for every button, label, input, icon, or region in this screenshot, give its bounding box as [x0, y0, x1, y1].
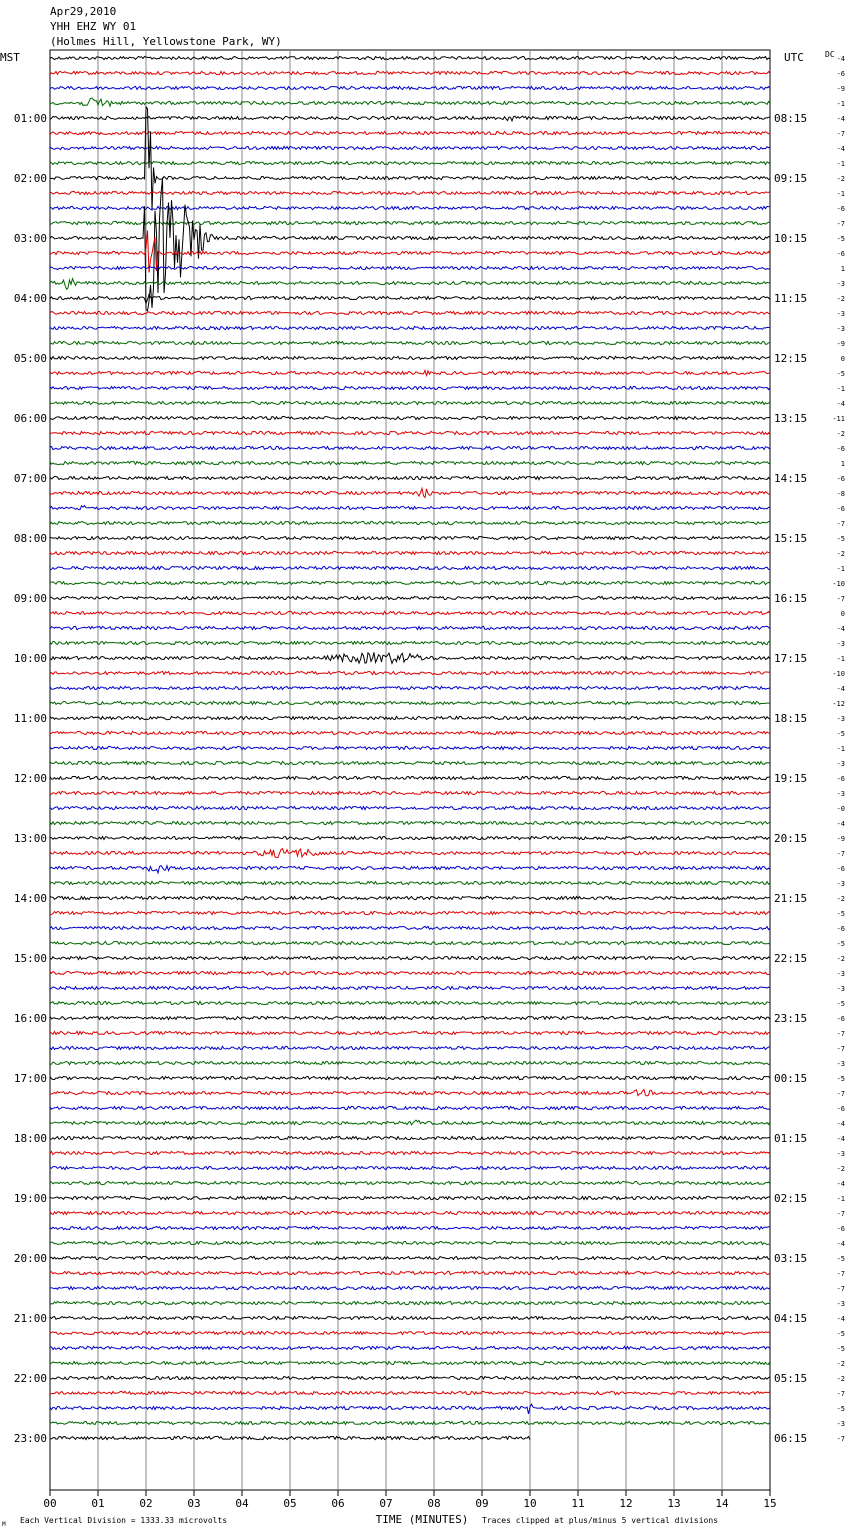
dc-offset-label: -2 — [836, 1375, 845, 1383]
trace-row — [50, 356, 770, 359]
trace-row — [50, 1286, 770, 1289]
dc-offset-label: -4 — [836, 1315, 845, 1323]
right-hour-label: 12:15 — [774, 352, 808, 365]
x-tick-label: 13 — [667, 1497, 681, 1510]
dc-offset-label: -2 — [836, 430, 845, 438]
right-hour-label: 05:15 — [774, 1372, 808, 1385]
trace-row — [50, 221, 770, 224]
dc-offset-label: -5 — [836, 910, 845, 918]
dc-offset-label: -9 — [836, 85, 845, 93]
dc-offset-label: -4 — [836, 145, 845, 153]
scale-note: Each Vertical Division = 1333.33 microvolts — [20, 1516, 228, 1525]
trace-row — [50, 1181, 770, 1184]
dc-offset-label: -7 — [836, 1390, 845, 1398]
dc-offset-label: -2 — [836, 550, 845, 558]
dc-offset-label: -6 — [836, 250, 845, 258]
dc-offset-label: -5 — [836, 1405, 845, 1413]
trace-row — [50, 806, 770, 809]
trace-row — [50, 488, 770, 497]
dc-offset-label: -6 — [836, 775, 845, 783]
right-hour-label: 13:15 — [774, 412, 808, 425]
dc-offset-label: -7 — [836, 1030, 845, 1038]
x-axis-title: TIME (MINUTES) — [375, 1513, 469, 1526]
dc-offset-label: -5 — [836, 1255, 845, 1263]
trace-row — [50, 1076, 770, 1079]
trace-row — [50, 386, 770, 389]
trace-row — [50, 461, 770, 464]
dc-offset-label: 0 — [840, 610, 845, 618]
trace-row — [50, 941, 770, 944]
dc-offset-label: -6 — [836, 1015, 845, 1023]
dc-offset-label: -1 — [836, 565, 845, 573]
trace-row — [50, 1376, 770, 1379]
dc-offset-label: -10 — [832, 670, 845, 678]
dc-offset-label: -2 — [836, 1360, 845, 1368]
dc-offset-label: -5 — [836, 235, 845, 243]
dc-offset-label: -7 — [836, 1210, 845, 1218]
trace-row — [50, 626, 770, 629]
trace-row — [50, 98, 770, 106]
dc-offset-label: -3 — [836, 1420, 845, 1428]
trace-row — [50, 416, 770, 419]
trace-row — [50, 1226, 770, 1229]
trace-row — [50, 746, 770, 749]
x-tick-label: 09 — [475, 1497, 489, 1510]
dc-offset-label: -6 — [836, 505, 845, 513]
dc-offset-label: -7 — [836, 1090, 845, 1098]
trace-row — [50, 866, 770, 873]
left-hour-label: 07:00 — [13, 472, 47, 485]
trace-row — [50, 956, 770, 959]
right-hour-label: 06:15 — [774, 1432, 808, 1445]
left-timezone-label: MST — [0, 51, 20, 64]
trace-row — [50, 776, 770, 779]
dc-offset-label: -9 — [836, 835, 845, 843]
dc-offset-label: -7 — [836, 1045, 845, 1053]
trace-row — [50, 1001, 770, 1004]
dc-offset-label: -2 — [836, 955, 845, 963]
left-hour-label: 12:00 — [13, 772, 47, 785]
dc-offset-label: -3 — [836, 715, 845, 723]
trace-row — [50, 446, 770, 449]
dc-offset-label: -4 — [836, 685, 845, 693]
dc-offset-label: -7 — [836, 1270, 845, 1278]
dc-offset-label: -3 — [836, 1150, 845, 1158]
trace-row — [50, 1421, 770, 1424]
dc-offset-label: -1 — [836, 655, 845, 663]
trace-row — [50, 731, 770, 734]
dc-offset-label: -7 — [836, 850, 845, 858]
dc-label: DC — [825, 50, 835, 59]
x-tick-label: 05 — [283, 1497, 297, 1510]
dc-offset-label: -5 — [836, 1075, 845, 1083]
dc-offset-label: -2 — [836, 895, 845, 903]
dc-offset-label: -1 — [836, 385, 845, 393]
right-hour-label: 21:15 — [774, 892, 808, 905]
dc-offset-label: -3 — [836, 880, 845, 888]
trace-row — [50, 1316, 770, 1319]
trace-row — [50, 1090, 770, 1097]
axis-labels — [0, 50, 845, 1528]
dc-offset-label: -4 — [836, 1135, 845, 1143]
dc-offset-label: -4 — [836, 400, 845, 408]
trace-row — [50, 1391, 770, 1394]
trace-row — [50, 551, 770, 554]
x-tick-label: 08 — [427, 1497, 441, 1510]
x-tick-label: 04 — [235, 1497, 249, 1510]
trace-row — [50, 1106, 770, 1109]
trace-row — [50, 131, 770, 134]
dc-offset-label: -6 — [836, 70, 845, 78]
trace-row — [50, 1361, 770, 1364]
dc-offset-label: -1 — [836, 190, 845, 198]
trace-row — [50, 896, 770, 899]
left-hour-label: 10:00 — [13, 652, 47, 665]
dc-offset-label: -6 — [836, 1225, 845, 1233]
trace-row — [50, 611, 770, 614]
trace-row — [50, 641, 770, 644]
right-hour-label: 23:15 — [774, 1012, 808, 1025]
left-hour-label: 23:00 — [13, 1432, 47, 1445]
right-hour-label: 00:15 — [774, 1072, 808, 1085]
trace-row — [50, 146, 770, 149]
trace-row — [50, 791, 770, 794]
dc-offset-label: -2 — [836, 295, 845, 303]
dc-offset-label: 1 — [840, 265, 845, 273]
dc-offset-label: -1 — [836, 100, 845, 108]
dc-offset-label: -6 — [836, 205, 845, 213]
trace-row — [50, 1046, 770, 1049]
dc-offset-label: 1 — [840, 460, 845, 468]
trace-row — [50, 686, 770, 689]
trace-row — [50, 986, 770, 989]
right-hour-label: 08:15 — [774, 112, 808, 125]
dc-offset-label: -7 — [836, 1435, 845, 1443]
trace-row — [50, 566, 770, 569]
dc-offset-label: -5 — [836, 370, 845, 378]
right-hour-label: 01:15 — [774, 1132, 808, 1145]
left-hour-label: 02:00 — [13, 172, 47, 185]
trace-row — [50, 1346, 770, 1349]
dc-offset-label: -3 — [836, 640, 845, 648]
left-hour-label: 22:00 — [13, 1372, 47, 1385]
left-hour-label: 06:00 — [13, 412, 47, 425]
right-timezone-label: UTC — [784, 51, 804, 64]
right-hour-label: 04:15 — [774, 1312, 808, 1325]
dc-offset-label: -11 — [832, 415, 845, 423]
trace-row — [50, 1016, 770, 1019]
trace-row — [50, 161, 770, 164]
trace-row — [50, 86, 770, 89]
trace-row — [50, 326, 770, 329]
dc-offset-label: -4 — [836, 1180, 845, 1188]
x-tick-label: 02 — [139, 1497, 153, 1510]
trace-row — [50, 1404, 770, 1414]
dc-offset-label: -3 — [836, 310, 845, 318]
trace-row — [50, 671, 770, 674]
dc-offset-label: -3 — [836, 325, 845, 333]
station-location: (Holmes Hill, Yellowstone Park, WY) — [50, 35, 282, 48]
right-hour-label: 14:15 — [774, 472, 808, 485]
left-hour-label: 16:00 — [13, 1012, 47, 1025]
trace-group — [50, 56, 770, 1439]
dc-offset-label: -3 — [836, 790, 845, 798]
left-hour-label: 11:00 — [13, 712, 47, 725]
dc-offset-label: -4 — [836, 1120, 845, 1128]
trace-row — [50, 1120, 770, 1125]
trace-row — [50, 701, 770, 704]
trace-row — [50, 1151, 770, 1154]
dc-offset-label: -5 — [836, 1330, 845, 1338]
trace-row — [50, 1271, 770, 1274]
trace-row — [50, 107, 770, 211]
dc-offset-label: -7 — [836, 520, 845, 528]
dc-offset-label: -3 — [836, 1300, 845, 1308]
right-hour-label: 02:15 — [774, 1192, 808, 1205]
trace-row — [50, 206, 770, 209]
dc-offset-label: -7 — [836, 1285, 845, 1293]
trace-row — [50, 836, 770, 839]
trace-row — [50, 1196, 770, 1199]
trace-row — [50, 506, 770, 510]
right-hour-label: 18:15 — [774, 712, 808, 725]
x-tick-label: 03 — [187, 1497, 201, 1510]
right-hour-label: 17:15 — [774, 652, 808, 665]
trace-row — [50, 536, 770, 539]
plot-date: Apr29,2010 — [50, 5, 117, 18]
dc-offset-label: -1 — [836, 745, 845, 753]
left-hour-label: 14:00 — [13, 892, 47, 905]
dc-offset-label: -5 — [836, 535, 845, 543]
left-hour-label: 17:00 — [13, 1072, 47, 1085]
dc-offset-label: -3 — [836, 760, 845, 768]
dc-offset-label: -10 — [832, 580, 845, 588]
trace-row — [50, 971, 770, 975]
dc-offset-label: -7 — [836, 220, 845, 228]
dc-offset-label: -2 — [836, 175, 845, 183]
trace-row — [50, 295, 770, 304]
left-hour-label: 18:00 — [13, 1132, 47, 1145]
trace-row — [50, 821, 770, 824]
clip-note: Traces clipped at plus/minus 5 vertical divisions — [482, 1516, 719, 1525]
left-hour-label: 13:00 — [13, 832, 47, 845]
trace-row — [50, 56, 770, 59]
trace-row — [50, 911, 770, 914]
dc-offset-label: -5 — [836, 940, 845, 948]
trace-row — [50, 116, 770, 121]
x-tick-label: 11 — [571, 1497, 585, 1510]
corner-mark: M — [2, 1521, 6, 1528]
trace-row — [50, 1301, 770, 1304]
trace-row — [50, 521, 770, 524]
right-hour-label: 03:15 — [774, 1252, 808, 1265]
dc-offset-label: -4 — [836, 820, 845, 828]
right-hour-label: 20:15 — [774, 832, 808, 845]
dc-offset-label: -0 — [836, 805, 845, 813]
right-hour-label: 19:15 — [774, 772, 808, 785]
x-tick-label: 01 — [91, 1497, 105, 1510]
left-hour-label: 04:00 — [13, 292, 47, 305]
right-hour-label: 22:15 — [774, 952, 808, 965]
dc-offset-label: -4 — [836, 1240, 845, 1248]
dc-offset-label: -6 — [836, 925, 845, 933]
trace-row — [50, 431, 770, 434]
left-hour-label: 15:00 — [13, 952, 47, 965]
left-hour-label: 21:00 — [13, 1312, 47, 1325]
trace-row — [50, 1166, 770, 1169]
dc-offset-label: -1 — [836, 1195, 845, 1203]
right-hour-label: 11:15 — [774, 292, 808, 305]
x-tick-label: 15 — [763, 1497, 777, 1510]
trace-row — [50, 191, 770, 194]
dc-offset-label: -3 — [836, 1060, 845, 1068]
dc-offset-label: -6 — [836, 445, 845, 453]
dc-offset-label: -4 — [836, 625, 845, 633]
left-hour-label: 08:00 — [13, 532, 47, 545]
trace-row — [50, 926, 770, 929]
x-tick-label: 00 — [43, 1497, 57, 1510]
x-tick-label: 06 — [331, 1497, 345, 1510]
right-hour-label: 10:15 — [774, 232, 808, 245]
trace-row — [50, 341, 770, 344]
dc-offset-label: -6 — [836, 1105, 845, 1113]
left-hour-label: 03:00 — [13, 232, 47, 245]
x-tick-label: 14 — [715, 1497, 729, 1510]
trace-row — [50, 71, 770, 74]
dc-offset-label: -12 — [832, 700, 845, 708]
station-code: YHH EHZ WY 01 — [50, 20, 137, 33]
trace-row — [50, 401, 770, 404]
x-tick-label: 12 — [619, 1497, 633, 1510]
x-tick-label: 10 — [523, 1497, 537, 1510]
trace-row — [50, 1211, 770, 1214]
right-hour-label: 15:15 — [774, 532, 808, 545]
trace-row — [50, 716, 770, 719]
left-hour-label: 09:00 — [13, 592, 47, 605]
dc-offset-label: -8 — [836, 490, 845, 498]
trace-row — [50, 1031, 770, 1034]
dc-offset-label: -7 — [836, 130, 845, 138]
trace-row — [50, 849, 770, 858]
right-hour-label: 16:15 — [774, 592, 808, 605]
dc-offset-label: -7 — [836, 595, 845, 603]
right-hour-label: 09:15 — [774, 172, 808, 185]
trace-row — [50, 370, 770, 375]
left-hour-label: 05:00 — [13, 352, 47, 365]
dc-offset-label: 0 — [840, 355, 845, 363]
dc-offset-label: -5 — [836, 1000, 845, 1008]
dc-offset-label: -9 — [836, 340, 845, 348]
dc-offset-label: -4 — [836, 55, 845, 63]
dc-offset-label: -5 — [836, 1345, 845, 1353]
trace-row — [50, 178, 770, 311]
trace-row — [50, 1331, 770, 1334]
trace-row — [50, 596, 770, 599]
dc-offset-label: -6 — [836, 475, 845, 483]
dc-offset-label: -3 — [836, 970, 845, 978]
trace-row — [50, 1241, 770, 1244]
dc-offset-label: -5 — [836, 730, 845, 738]
x-tick-label: 07 — [379, 1497, 393, 1510]
trace-row — [50, 476, 770, 479]
trace-row — [50, 581, 770, 584]
trace-row — [50, 1061, 770, 1064]
left-hour-label: 20:00 — [13, 1252, 47, 1265]
dc-offset-label: -6 — [836, 865, 845, 873]
trace-row — [50, 652, 770, 663]
trace-row — [50, 881, 770, 884]
trace-row — [50, 1136, 770, 1139]
dc-offset-label: -1 — [836, 160, 845, 168]
trace-row — [50, 761, 770, 764]
left-hour-label: 01:00 — [13, 112, 47, 125]
dc-offset-label: -3 — [836, 985, 845, 993]
trace-row — [50, 311, 770, 314]
dc-offset-label: -4 — [836, 115, 845, 123]
dc-offset-label: -2 — [836, 1165, 845, 1173]
dc-offset-label: -3 — [836, 280, 845, 288]
trace-row — [50, 1256, 770, 1259]
left-hour-label: 19:00 — [13, 1192, 47, 1205]
